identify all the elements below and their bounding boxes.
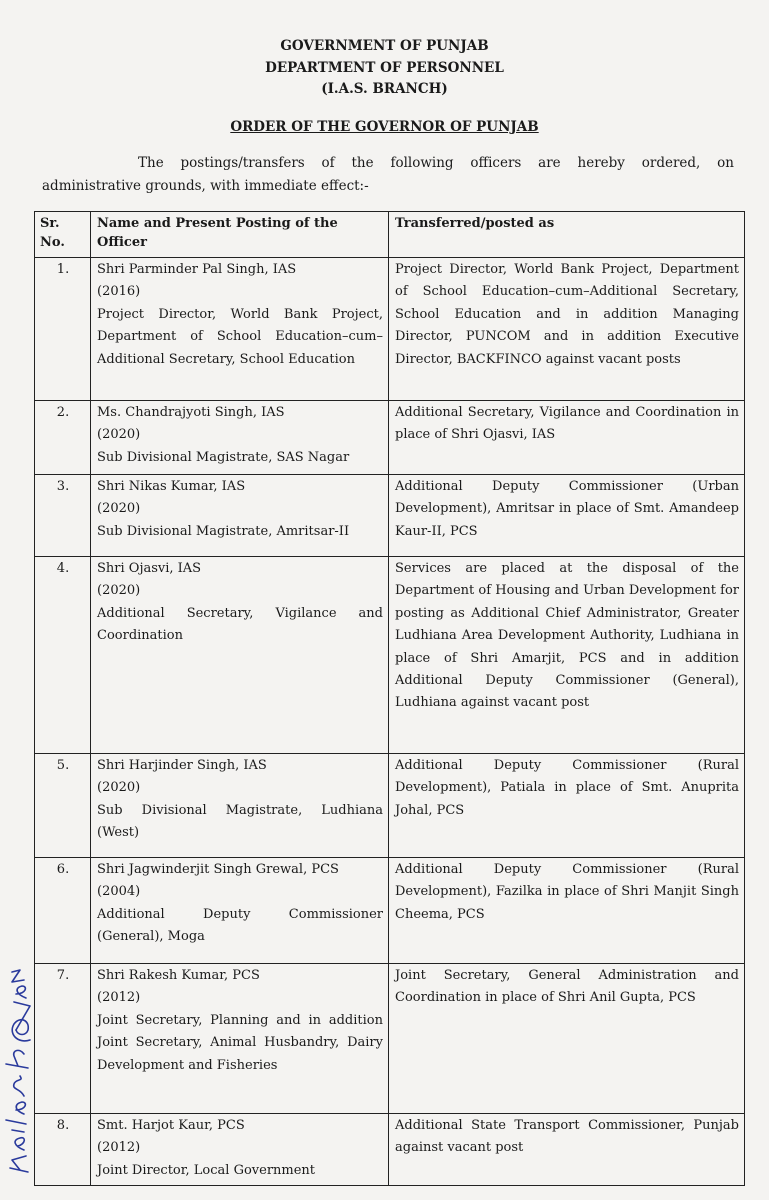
row-officer [91,1114,389,1186]
present-posting: Joint Director, Local Government [97,1162,316,1178]
present-posting: Project Director, World Bank Project, Department of School Education–cum–Additional Secretary, School Education [97,306,383,367]
officer-batch: (2020) [97,583,141,599]
posted-as: Project Director, World Bank Project, Department of School Education–cum–Additional Secretary, School Education and in addition Managing Director, PUNCOM and in addition Executive Director, BACKFINCO against vacant posts [389,258,745,401]
present-posting: Sub Divisional Magistrate, SAS Nagar [97,449,350,465]
header-name-present-posting: Name and Present Posting of the Officer [91,212,389,258]
header-government: GOVERNMENT OF PUNJAB [280,38,489,54]
officer-name: Shri Parminder Pal Singh, IAS [97,262,297,277]
row-officer [91,964,389,1114]
order-title: ORDER OF THE GOVERNOR OF PUNJAB [230,119,539,135]
officer-name: Shri Harjinder Singh, IAS [97,758,267,773]
row-sr-no: 8. [35,1114,91,1186]
intro-line-1: The postings/transfers of the following officers are hereby ordered, on [138,155,734,171]
table-row [35,858,745,964]
officer-batch: (2004) [97,884,141,900]
row-officer [91,475,389,557]
postings-table [34,211,745,1186]
row-sr-no: 4. [35,557,91,754]
officer-batch: (2012) [97,1140,141,1156]
officer-name: Smt. Harjot Kaur, PCS [97,1118,245,1133]
posted-as: Additional Deputy Commissioner (Rural Development), Fazilka in place of Shri Manjit Singh Cheema, PCS [389,858,745,964]
officer-name: Shri Ojasvi, IAS [97,561,202,576]
posted-as: Joint Secretary, General Administration and Coordination in place of Shri Anil Gupta, PCS [389,964,745,1114]
officer-batch: (2020) [97,780,141,796]
present-posting: Sub Divisional Magistrate, Amritsar-II [97,523,350,539]
table-header-row [35,212,745,258]
officer-batch: (2012) [97,990,141,1006]
table-row [35,754,745,858]
posted-as: Additional Deputy Commissioner (Rural Development), Patiala in place of Smt. Anuprita Johal, PCS [389,754,745,858]
row-sr-no: 2. [35,401,91,475]
row-sr-no: 5. [35,754,91,858]
present-posting: Joint Secretary, Planning and in addition Joint Secretary, Animal Husbandry, Dairy Development and Fisheries [97,1012,383,1073]
present-posting: Additional Secretary, Vigilance and Coordination [97,605,383,644]
table-row [35,258,745,401]
officer-name: Shri Rakesh Kumar, PCS [97,968,260,983]
row-officer [91,401,389,475]
officer-batch: (2016) [97,284,141,300]
header-department: DEPARTMENT OF PERSONNEL [265,60,504,76]
present-posting: Sub Divisional Magistrate, Ludhiana (West) [97,802,383,841]
header-branch: (I.A.S. BRANCH) [321,81,448,97]
header-transferred-posted: Transferred/posted as [389,212,745,258]
row-sr-no: 1. [35,258,91,401]
intro-line-2: administrative grounds, with immediate effect:- [42,178,369,194]
posted-as: Services are placed at the disposal of the Department of Housing and Urban Development for posting as Additional Chief Administrator, Greater Ludhiana Area Development Authority, Ludhiana in place of Shri Amarjit, PCS and in addition Additional Deputy Commissioner (General), Ludhiana against vacant post [389,557,745,754]
table-row [35,401,745,475]
posted-as: Additional Deputy Commissioner (Urban Development), Amritsar in place of Smt. Amandeep Kaur-II, PCS [389,475,745,557]
row-officer [91,754,389,858]
row-sr-no: 7. [35,964,91,1114]
officer-batch: (2020) [97,501,141,517]
officer-name: Shri Jagwinderjit Singh Grewal, PCS [97,862,339,877]
handwritten-signature [0,960,38,1185]
header-sr-no: Sr. No. [35,212,91,258]
row-sr-no: 6. [35,858,91,964]
posted-as: Additional Secretary, Vigilance and Coordination in place of Shri Ojasvi, IAS [389,401,745,475]
row-officer [91,858,389,964]
officer-name: Ms. Chandrajyoti Singh, IAS [97,405,285,420]
officer-batch: (2020) [97,427,141,443]
posted-as: Additional State Transport Commissioner, Punjab against vacant post [389,1114,745,1186]
row-officer [91,258,389,401]
row-sr-no: 3. [35,475,91,557]
row-officer [91,557,389,754]
officer-name: Shri Nikas Kumar, IAS [97,479,246,494]
table-row [35,964,745,1114]
present-posting: Additional Deputy Commissioner (General), Moga [97,906,383,945]
table-row [35,1114,745,1186]
table-row [35,557,745,754]
table-row [35,475,745,557]
